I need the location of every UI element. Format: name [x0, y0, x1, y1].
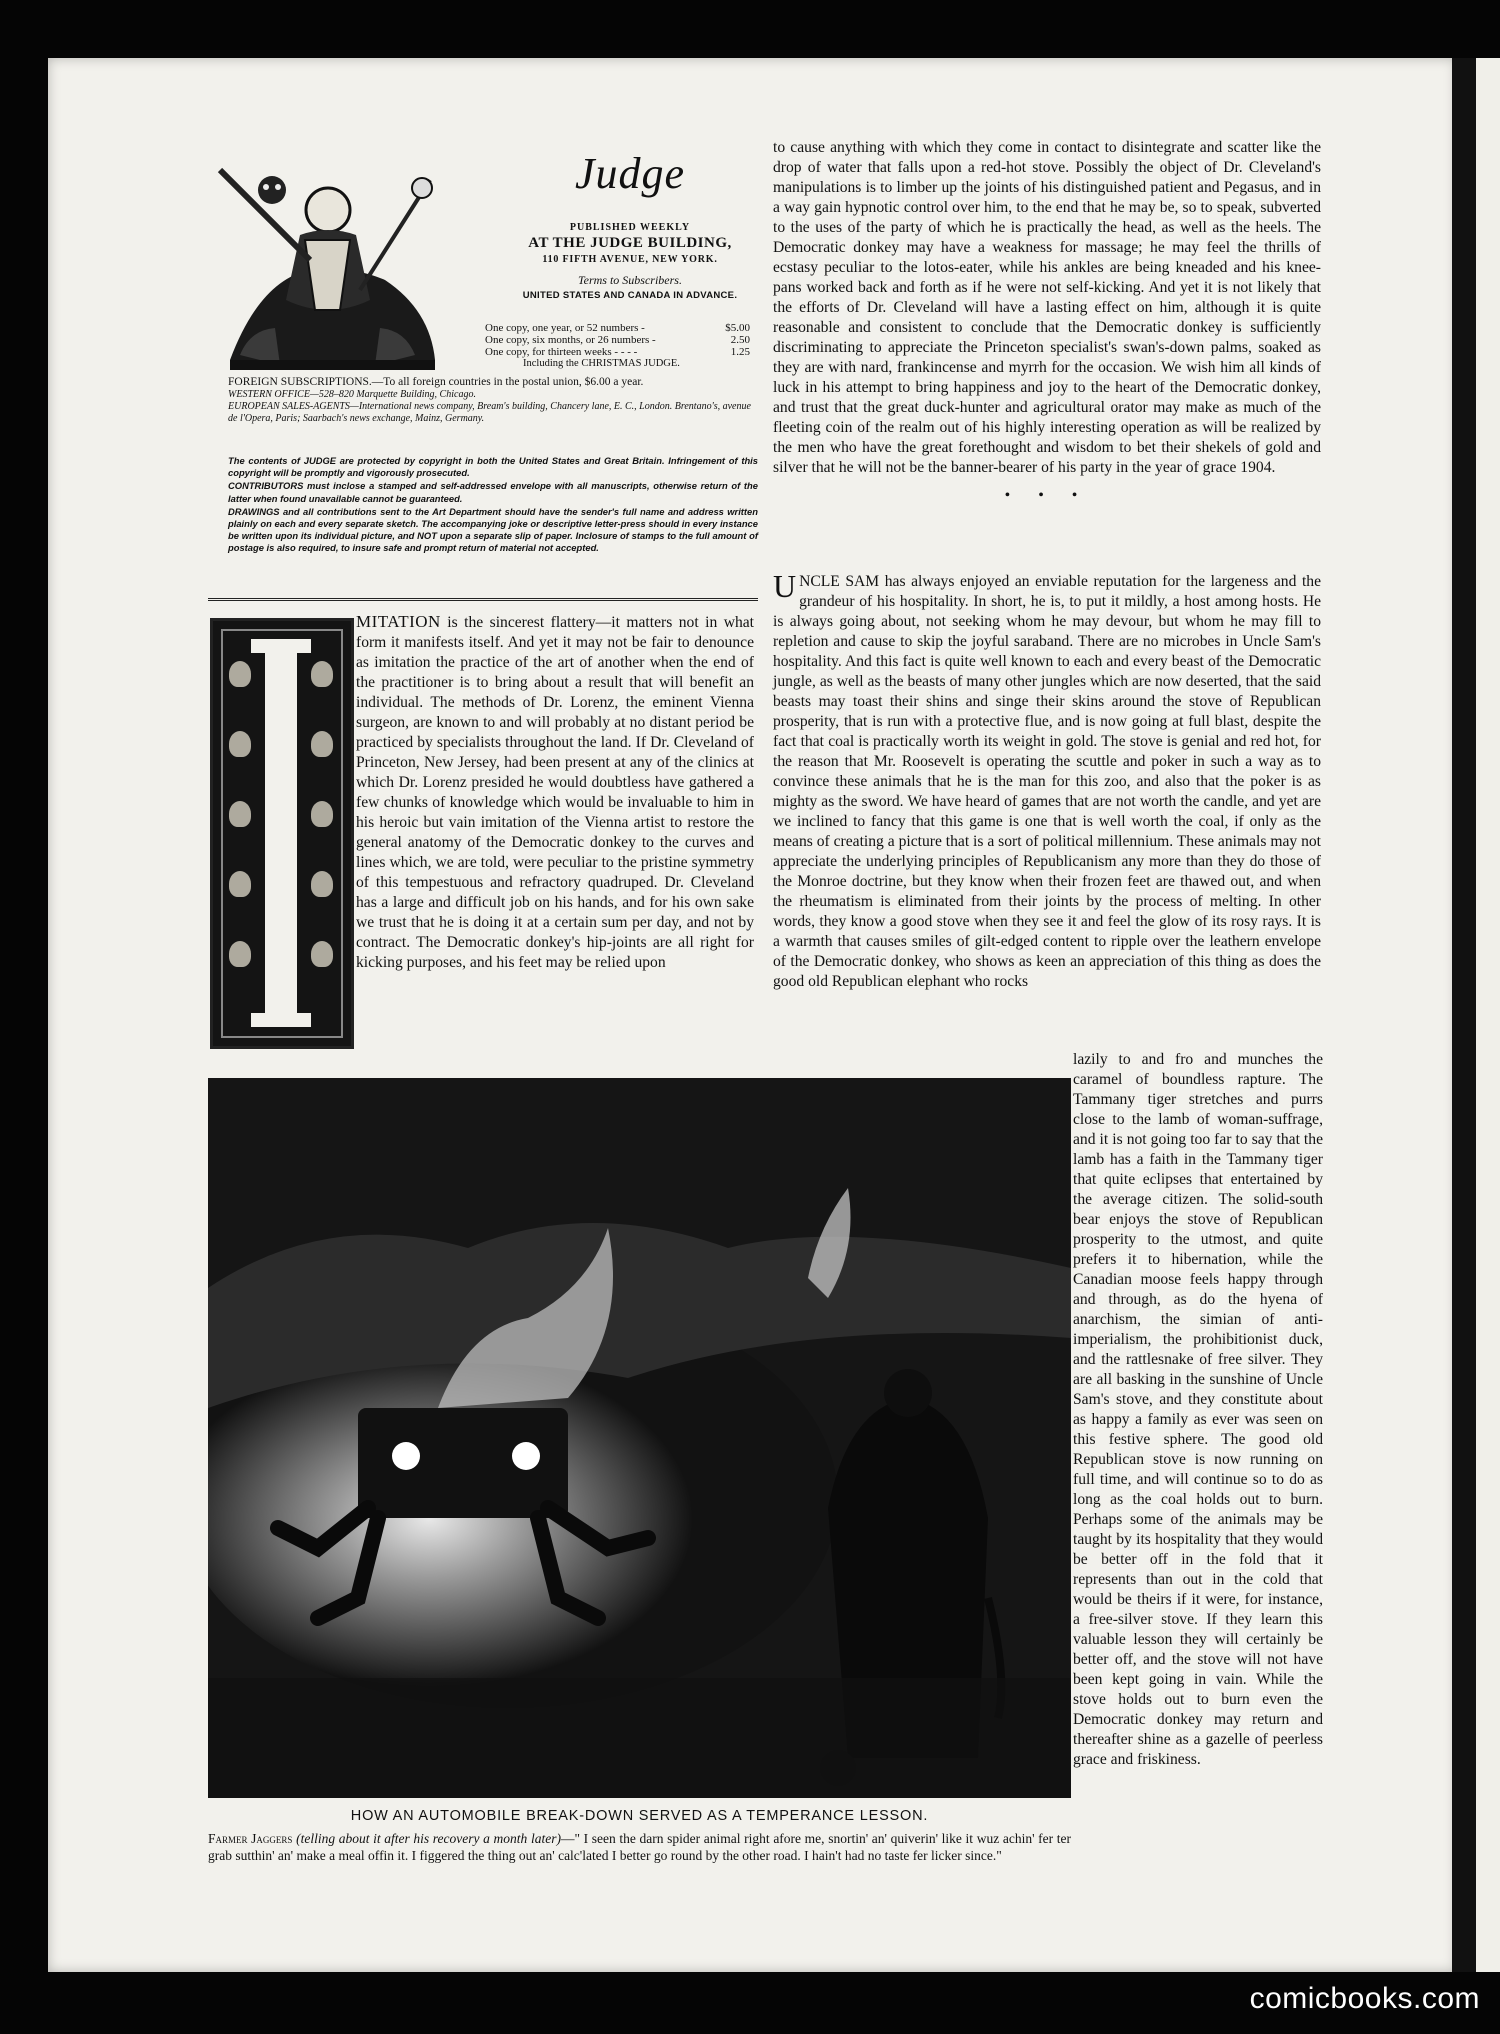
- masthead-emblem-illustration: [200, 150, 455, 375]
- caption-quote: —" I seen the darn spider animal right afore me, snortin' an' quiverin' like it wuz achin' fer ter grab sutthin' an' make a meal offin it. I figgered the thing out an' calc'lated I better go round by the other road. I hain't had no taste fer licker since.": [208, 1831, 1072, 1863]
- section-separator: • • •: [1004, 487, 1090, 504]
- facing-page-edge: [1476, 58, 1500, 1972]
- rate-row: One copy, for thirteen weeks - - - - 1.25: [485, 346, 750, 358]
- article-continuation: to cause anything with which they come in contact to disintegrate and scatter like the drop of water that falls upon a red-hot stove. Possibly the object of Dr. Cleveland's manipulations is to limber up the joints of his distinguished patient and Pegasus, and in a way gain hypnotic control over him, to the end that he may be, so to speak, subverted to the uses of the party of which he is practically the head, as well as the heels. The Democratic donkey may have a weakness for massage; he may feel the thrills of ecstasy peculiar to the lotos-eater, while his ankles are being kneaded and his knee-pans worked back and forth as if he were not self-kicking. And yet it is not likely that the efforts of Dr. Cleveland will have a lasting effect on him, although it is quite reasonable and consistent to conclude that the Democratic donkey is sufficiently discriminating to appreciate the Princeton specialist's swan's-down palms, soaked as they are with nard, frankincense and myrrh for the occasion. We wish him all kinds of luck in his attempt to bring happiness and joy to the heart of the Democratic donkey, and trust that the great duck-hunter and agricultural orator may make as much of the fleeting coin of the realm out of his highly interesting operation as will be realized by the men who have the great forethought and wisdom to bet their shekels of gold and silver that he will not be the banner-bearer of his party in the year of grace 1904.: [773, 139, 1321, 476]
- ornamental-drop-cap: [210, 618, 354, 1049]
- western-office: WESTERN OFFICE—528–820 Marquette Building, Chicago.: [228, 389, 476, 400]
- caption-speaker: Farmer Jaggers: [208, 1831, 293, 1846]
- article-uncle-sam: [773, 568, 1322, 992]
- notice-copyright: The contents of JUDGE are protected by copyright in both the United States and Great Britain. Infringement of this copyright will be promptly and vigorously prosecuted.: [228, 455, 758, 479]
- rate-row: One copy, six months, or 26 numbers - 2.50: [485, 334, 750, 346]
- caption-stage-direction: (telling about it after his recovery a month later): [296, 1831, 561, 1846]
- article-imitation-body: [356, 612, 754, 973]
- building-name: AT THE JUDGE BUILDING,: [528, 235, 732, 251]
- copyright-notices: [228, 455, 758, 556]
- section-divider: [208, 598, 758, 601]
- published-weekly: PUBLISHED WEEKLY: [569, 222, 691, 233]
- article-uncle-sam-continued: [1073, 1050, 1323, 1770]
- automobile-illustration: [208, 1078, 1071, 1798]
- subscription-rates: [485, 322, 750, 370]
- uncle-text: has always enjoyed an enviable reputation for the largeness and the grandeur of his hospitality. In short, he is, to put it mildly, a host among hosts. He is always going about, not seeking whom he may devour, but whom he may fill to repletion and cause to skip the joyful saraband. There are no microbes in Uncle Sam's hospitality. And this fact is quite well known to each and every beast of the Democratic jungle, as well as the beasts of many other jungles which are now deserted, that the said beasts may toast their shins and singe their skins around the stove of Republican prosperity, that is run with a protective flue, and is now going at full blast, despite the fact that coal is practically worth its weight in gold. The stove is genial and red hot, for the reason that Mr. Roosevelt is operating the scuttle and poker in such a way as to convince these animals that he is the man for this zoo, and also that the poker is as mighty as the sword. We have heard of games that are not worth the candle, and yet are we inclined to fancy that this game is one that is well worth the coal, if only as the means of creating a picture that is a sort of political millennium. These animals may not appreciate the underlying principles of Republicanism any more than they do those of the Monroe doctrine, but they know when their frozen feet are thawed out, and when the rheumatism is eliminated from their joints by the process of melting. In other words, they know a good stove when they see it and feel the glow of its rosy rays. It is a warmth that causes smiles of gilt-edged content to ripple over the leathern envelope of the Democratic donkey, who shows as keen an appreciation of this thing as does the good old Republican elephant who rocks: [773, 573, 1322, 990]
- binding-gutter: [1452, 58, 1476, 1972]
- street-address: 110 FIFTH AVENUE, NEW YORK.: [542, 254, 718, 265]
- notice-contributors: CONTRIBUTORS must inclose a stamped and self-addressed envelope with all manuscripts, otherwise return of the latter when found unavailable cannot be guaranteed.: [228, 480, 758, 504]
- drop-cap-letter: [265, 639, 297, 1027]
- article-imitation-continued: [773, 138, 1321, 512]
- sales-agents: EUROPEAN SALES-AGENTS—International news company, Bream's building, Chancery lane, E. C., London. Brentano's, avenue de l'Opera, Paris; Saarbach's news exchange, Mainz, Germany.: [228, 401, 751, 424]
- rate-row: One copy, one year, or 52 numbers - $5.00: [485, 322, 750, 334]
- territory-line: UNITED STATES AND CANADA IN ADVANCE.: [522, 290, 738, 301]
- masthead-info: [495, 222, 765, 301]
- foreign-line: FOREIGN SUBSCRIPTIONS.—To all foreign countries in the postal union, $6.00 a year.: [228, 376, 644, 388]
- masthead-title: Judge: [574, 149, 686, 198]
- uncle-lead: NCLE SAM: [799, 573, 880, 590]
- illustration-caption-title: HOW AN AUTOMOBILE BREAK-DOWN SERVED AS A TEMPERANCE LESSON.: [350, 1808, 929, 1824]
- foreign-subscriptions: [228, 375, 758, 425]
- watermark: comicbooks.com: [1249, 1982, 1480, 2015]
- uncle-continuation: lazily to and fro and munches the caramel of boundless rapture. The Tammany tiger stretches and purrs close to the lamb of woman-suffrage, and it is not going too far to say that the lamb has a faith in the Tammany tiger that quite eclipses that entertained by the average citizen. The solid-south bear enjoys the stove of Republican prosperity to the utmost, and quite prefers it to hibernation, while the Canadian moose feels happy through and through, as do the hyena of anarchism, the simian of anti-imperialism, the prohibitionist duck, and the rattlesnake of free silver. They are all basking in the sunshine of Uncle Sam's stove, and they constitute about as happy a family as ever was seen on this festive sphere. The good old Republican stove is now running on full time, and will continue so to do as long as the coal holds out to burn. Perhaps some of the animals may be taught by its hospitality that they would be better off in the fold that it represents than out in the cold that would be theirs if it were, for instance, a free-silver stove. If they learn this valuable lesson they will certainly be better off, and the stove will not have been kept going in vain. While the stove holds out to burn even the Democratic donkey may return and thereafter shine as a gazelle of peerless grace and friskiness.: [1073, 1051, 1323, 1768]
- uncle-cap: U: [773, 568, 797, 604]
- christmas-note: Including the CHRISTMAS JUDGE.: [523, 358, 680, 369]
- notice-drawings: DRAWINGS and all contributions sent to the Art Department should have the sender's full name and address written plainly on each and every separate sketch. The accompanying joke or descriptive letter-press should in every instance be written upon its individual picture, and NOT upon a separate slip of paper. Inclosure of stamps to the full amount of postage is also required, to insure safe and prompt return of material not accepted.: [228, 505, 758, 554]
- illustration-caption: [208, 1830, 1071, 1864]
- article-lead: MITATION: [356, 612, 441, 631]
- article-text: is the sincerest flattery—it matters not in what form it manifests itself. And yet it may not be fair to denounce as imitation the practice of the art of another when the end of the practitioner is to bring about a result that will benefit an individual. The methods of Dr. Lorenz, the eminent Vienna surgeon, are known to and will probably at no distant period be practiced by specialists throughout the land. If Dr. Cleveland of Princeton, New Jersey, had been present at any of the clinics at which Dr. Lorenz presided he would doubtless have gathered a few chunks of knowledge which would be invaluable to him in his heroic but vain imitation of the Vienna artist to restore the general anatomy of the Democratic donkey to the curves and lines which, we are told, were peculiar to the pristine symmetry of this tempestuous and refractory quadruped. Dr. Cleveland has a large and difficult job on his hands, and for his own sake we trust that he is doing it at a certain sum per day, and not by contract. The Democratic donkey's hip-joints are all right for kicking purposes, and his feet may be relied upon: [356, 614, 755, 971]
- subscriber-terms: Terms to Subscribers.: [578, 273, 682, 287]
